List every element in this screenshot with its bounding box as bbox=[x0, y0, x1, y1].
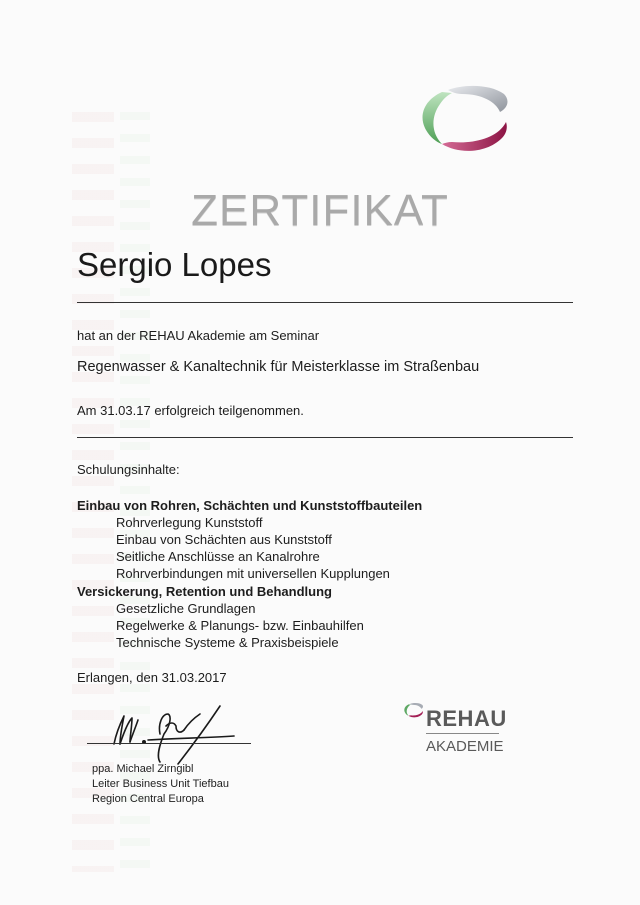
place-date: Erlangen, den 31.03.2017 bbox=[77, 670, 227, 685]
list-item: Rohrverlegung Kunststoff bbox=[116, 515, 263, 530]
handwritten-signature bbox=[108, 704, 238, 766]
certificate-title: ZERTIFIKAT bbox=[191, 186, 449, 235]
brand-name: REHAU bbox=[426, 706, 507, 731]
list-item: Rohrverbindungen mit universellen Kupplungen bbox=[116, 566, 390, 581]
rehau-swirl-logo-icon bbox=[412, 82, 512, 162]
list-item: Seitliche Anschlüsse an Kanalrohre bbox=[116, 549, 320, 564]
signer-position: Leiter Business Unit Tiefbau bbox=[92, 778, 229, 790]
seminar-title: Regenwasser & Kanaltechnik für Meisterklasse im Straßenbau bbox=[77, 359, 480, 375]
divider-line bbox=[77, 437, 573, 438]
signer-region: Region Central Europa bbox=[92, 793, 204, 805]
signer-block bbox=[92, 762, 229, 807]
list-item: Gesetzliche Grundlagen bbox=[116, 601, 256, 616]
intro-line: hat an der REHAU Akademie am Seminar bbox=[77, 328, 320, 343]
list-item: Einbau von Schächten aus Kunststoff bbox=[116, 532, 332, 547]
list-item: Regelwerke & Planungs- bzw. Einbauhilfen bbox=[116, 618, 364, 633]
attendance-line: Am 31.03.17 erfolgreich teilgenommen. bbox=[77, 403, 304, 418]
divider-line bbox=[77, 302, 573, 303]
recipient-name: Sergio Lopes bbox=[77, 246, 272, 283]
section-heading: Einbau von Rohren, Schächten und Kunststoffbauteilen bbox=[77, 498, 423, 513]
contents-label: Schulungsinhalte: bbox=[77, 462, 180, 477]
signer-name: ppa. Michael Zirngibl bbox=[92, 763, 194, 775]
signature-line bbox=[87, 743, 251, 744]
rehau-small-logo-icon bbox=[402, 702, 424, 720]
section-heading: Versickerung, Retention und Behandlung bbox=[77, 584, 332, 599]
list-item: Technische Systeme & Praxisbeispiele bbox=[116, 635, 339, 650]
academy-label: AKADEMIE bbox=[426, 738, 504, 755]
brand-divider bbox=[426, 733, 499, 734]
